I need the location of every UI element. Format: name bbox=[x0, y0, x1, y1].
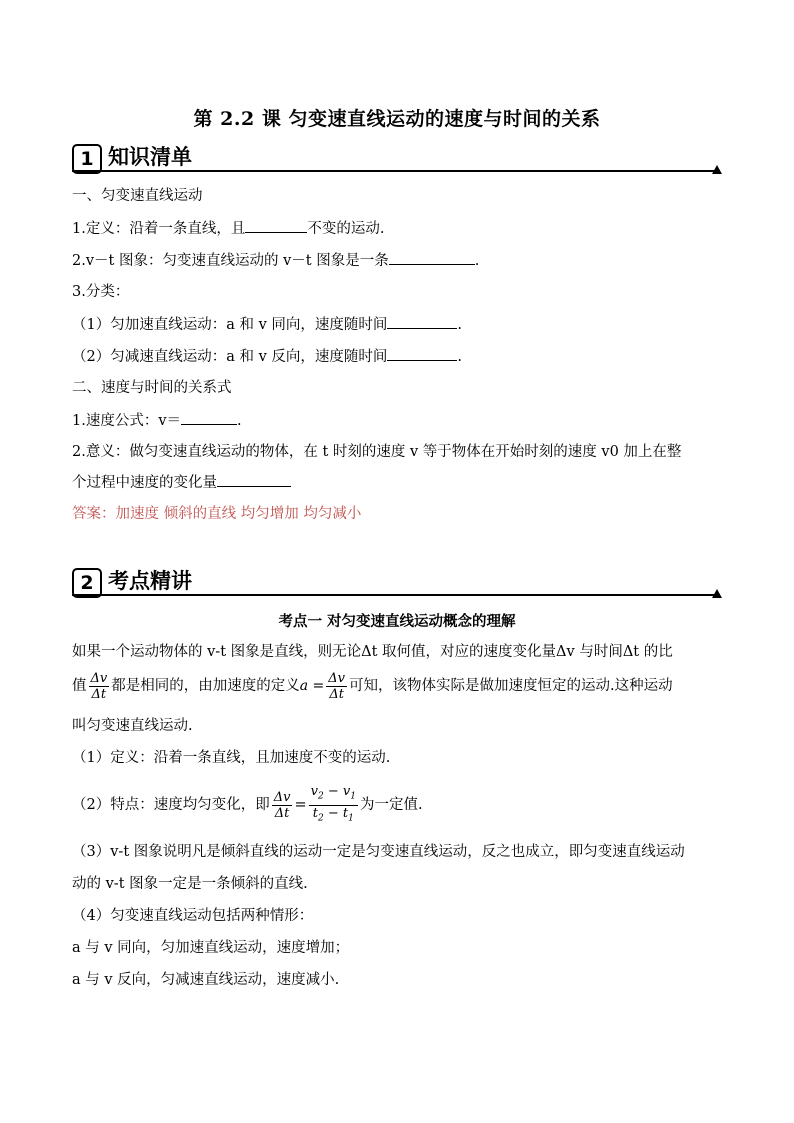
v2-symbol: v bbox=[310, 784, 318, 799]
meaning-line-cont bbox=[72, 472, 722, 493]
delta-v-over-delta-t bbox=[272, 790, 293, 821]
delta-v-over-delta-t bbox=[89, 671, 110, 702]
text: 1.速度公式：v＝ bbox=[72, 413, 182, 429]
denominator bbox=[309, 806, 358, 827]
vt-graph-item-cont: 动的 v-t 图象一定是一条倾斜的直线. bbox=[72, 876, 308, 892]
text: . bbox=[237, 413, 242, 429]
explanation-line-2 bbox=[72, 668, 722, 704]
text: 2.v－t 图象：匀变速直线运动的 v－t 图象是一条 bbox=[72, 253, 389, 269]
v1-symbol: v bbox=[342, 784, 351, 799]
section-number-badge: 1 bbox=[72, 144, 102, 174]
subscript: 2 bbox=[317, 791, 324, 802]
minus-sign: − bbox=[323, 805, 343, 821]
case-decelerating: a 与 v 反向，匀减速直线运动，速度减小. bbox=[72, 972, 340, 988]
case-accelerating: a 与 v 同向，匀加速直线运动，速度增加； bbox=[72, 940, 350, 956]
subscript: 1 bbox=[350, 791, 356, 802]
subscript: 2 bbox=[317, 813, 324, 824]
text: 都是相同的，由加速度的定义 bbox=[111, 678, 300, 694]
vt-graph-line bbox=[72, 250, 722, 271]
text: （2）特点：速度均匀变化，即 bbox=[72, 797, 270, 814]
text: 不变的运动. bbox=[307, 221, 385, 237]
text: 个过程中速度的变化量 bbox=[72, 475, 217, 491]
explanation-line-3: 叫匀变速直线运动. bbox=[72, 718, 193, 734]
answer-line: 答案：加速度 倾斜的直线 均匀增加 均匀减小 bbox=[72, 506, 362, 522]
section-header-key-points bbox=[72, 566, 722, 598]
velocity-difference-fraction bbox=[309, 784, 358, 826]
numerator: Δv bbox=[328, 670, 345, 686]
section-title: 知识清单 bbox=[108, 145, 192, 169]
denominator: Δt bbox=[274, 805, 290, 821]
t1-symbol: t bbox=[342, 805, 349, 821]
text: 值 bbox=[72, 678, 87, 694]
fill-blank bbox=[389, 250, 475, 265]
meaning-line: 2.意义：做匀变速直线运动的物体，在 t 时刻的速度 v 等于物体在开始时刻的速度 v0 加上在整 bbox=[72, 444, 682, 460]
text: . bbox=[457, 349, 462, 365]
classification-heading: 3.分类： bbox=[72, 284, 130, 300]
fill-blank bbox=[217, 472, 291, 487]
subscript: 1 bbox=[348, 813, 354, 824]
fill-blank bbox=[181, 410, 237, 425]
fill-blank bbox=[245, 218, 307, 233]
text: 为一定值. bbox=[359, 797, 423, 814]
equals-sign: = bbox=[294, 797, 307, 814]
denominator: Δt bbox=[91, 686, 107, 702]
fill-blank bbox=[387, 314, 457, 329]
cases-item: （4）匀变速直线运动包括两种情形： bbox=[72, 908, 314, 924]
velocity-formula-line bbox=[72, 410, 722, 431]
numerator: Δv bbox=[90, 670, 108, 686]
key-point-title: 考点一 对匀变速直线运动概念的理解 bbox=[278, 613, 516, 630]
section-number-badge: 2 bbox=[72, 568, 102, 598]
t2-symbol: t bbox=[312, 805, 318, 821]
numerator: Δv bbox=[273, 789, 291, 805]
vt-graph-item: （3）v-t 图象说明凡是倾斜直线的运动一定是匀变速直线运动，反之也成立，即匀变速直线运动 bbox=[72, 844, 685, 860]
section-rule bbox=[72, 170, 714, 172]
explanation-line-1: 如果一个运动物体的 v-t 图象是直线，则无论Δt 取何值，对应的速度变化量Δv 与时间Δt 的比 bbox=[72, 644, 673, 660]
definition-item: （1）定义：沿着一条直线，且加速度不变的运动. bbox=[72, 750, 391, 766]
heading-uniform-motion: 一、匀变速直线运动 bbox=[72, 188, 203, 204]
feature-item bbox=[72, 784, 722, 826]
text: （2）匀减速直线运动：a 和 v 反向，速度随时间 bbox=[72, 349, 388, 365]
section-header-knowledge bbox=[72, 142, 722, 174]
triangle-marker-icon bbox=[712, 589, 722, 598]
triangle-marker-icon bbox=[712, 165, 722, 174]
definition-line bbox=[72, 218, 722, 239]
heading-velocity-time: 二、速度与时间的关系式 bbox=[72, 380, 232, 396]
accelerating-line bbox=[72, 314, 722, 335]
text: （1）匀加速直线运动：a 和 v 同向，速度随时间 bbox=[72, 317, 388, 333]
text: . bbox=[474, 253, 480, 269]
decelerating-line bbox=[72, 346, 722, 367]
acceleration-fraction bbox=[326, 671, 347, 702]
text: . bbox=[457, 317, 462, 333]
text: 可知，该物体实际是做加速度恒定的运动.这种运动 bbox=[349, 678, 673, 694]
acceleration-symbol: a = bbox=[299, 678, 325, 694]
fill-blank bbox=[387, 346, 457, 361]
section-title: 考点精讲 bbox=[108, 569, 192, 593]
minus-sign: − bbox=[323, 784, 343, 799]
text: 1.定义：沿着一条直线，且 bbox=[72, 221, 246, 237]
section-rule bbox=[72, 594, 714, 596]
denominator: Δt bbox=[329, 686, 344, 702]
numerator bbox=[309, 784, 358, 806]
page-title: 第 2.2 课 匀变速直线运动的速度与时间的关系 bbox=[193, 108, 601, 130]
